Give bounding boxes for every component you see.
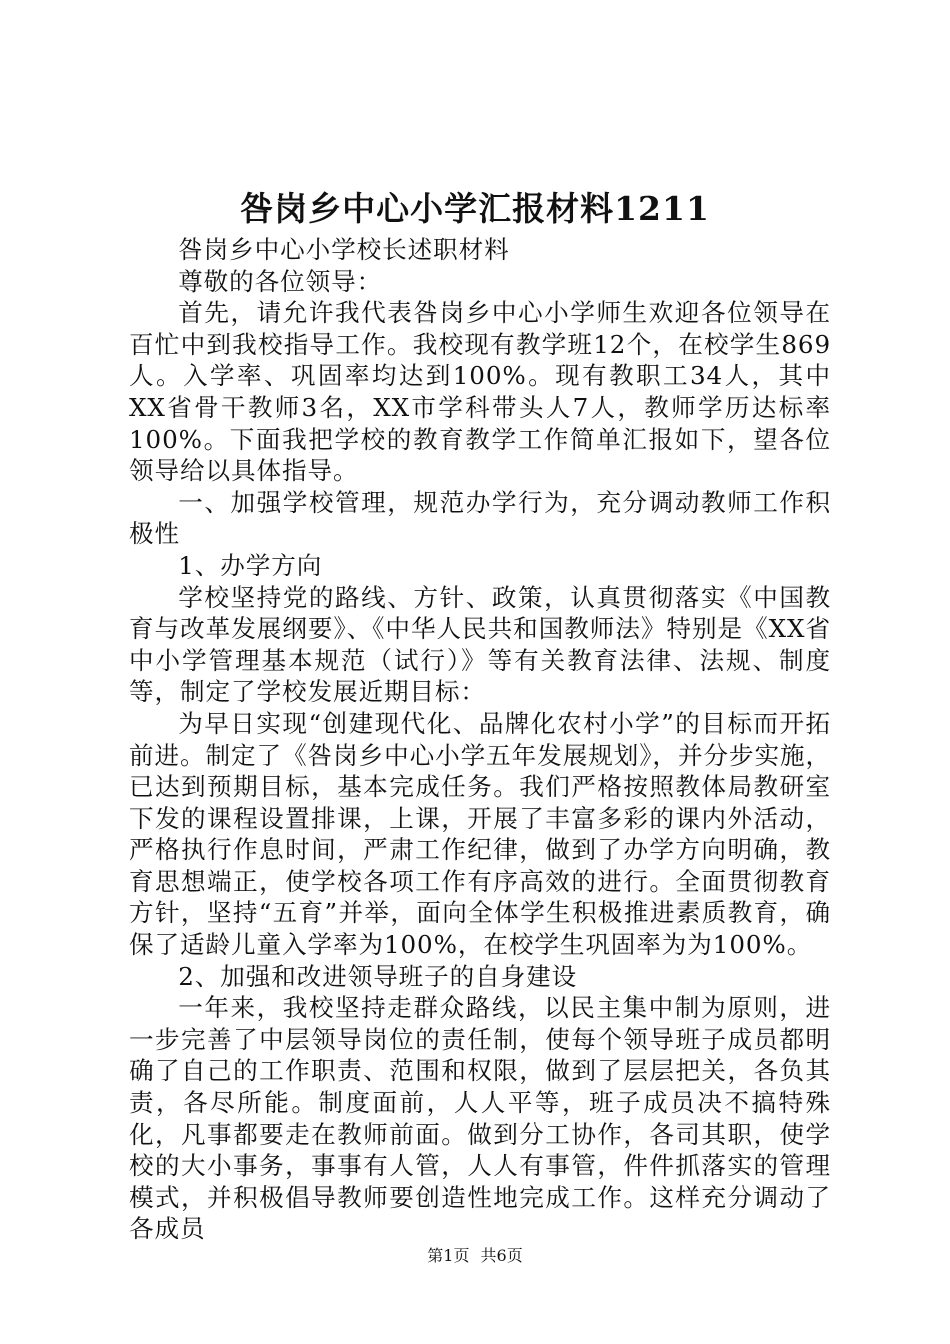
page-total: 共6页 (480, 1246, 523, 1265)
subsection-heading-1: 1、办学方向 (178, 550, 323, 580)
paragraph-subtitle: 咎岗乡中心小学校长述职材料 (178, 235, 510, 264)
document-title: 咎岗乡中心小学汇报材料1211 (240, 189, 710, 228)
paragraph-goals: 为早日实现“创建现代化、品牌化农村小学”的目标而开拓前进。制定了《咎岗乡中心小学五年发展规划》，并分步实施，已达到预期目标，基本完成任务。我们严格按照教体局教研室下发的课程设置排课，上课，开展了丰富多彩的课内外活动，严格执行作息时间，严肃工作纪律，做到了办学方向明确，教育思想端正，使学校各项工作有序高效的进行。全面贯彻教育方针，坚持“五育”并举，面向全体学生积极推进素质教育，确保了适龄儿童入学率为100%，在校学生巩固率为为100%。 (129, 708, 831, 960)
paragraph-direction: 学校坚持党的路线、方针、政策，认真贯彻落实《中国教育与改革发展纲要》、《中华人民共和国教师法》特别是《XX省中小学管理基本规范（试行）》等有关教育法律、法规、制度等，制定了学校发展近期目标： (129, 582, 831, 707)
paragraph-intro: 首先，请允许我代表咎岗乡中心小学师生欢迎各位领导在百忙中到我校指导工作。我校现有教学班12个，在校学生869人。入学率、巩固率均达到100%。现有教职工34人，其中XX省骨干教师3名，XX市学科带头人7人，教师学历达标率100%。下面我把学校的教育教学工作简单汇报如下，望各位领导给以具体指导。 (129, 298, 831, 486)
page-number: 第1页 (427, 1246, 470, 1265)
paragraph-leadership: 一年来，我校坚持走群众路线，以民主集中制为原则，进一步完善了中层领导岗位的责任制，使每个领导班子成员都明确了自己的工作职责、范围和权限，做到了层层把关，各负其责，各尽所能。制度面前，人人平等，班子成员决不搞特殊化，凡事都要走在教师前面。做到分工协作，各司其职，使学校的大小事务，事事有人管，人人有事管，件件抓落实的管理模式，并积极倡导教师要创造性地完成工作。这样充分调动了各成员 (129, 993, 831, 1244)
page-footer (0, 1245, 950, 1267)
document-body (129, 234, 831, 1245)
section-heading-1: 一、加强学校管理，规范办学行为，充分调动教师工作积极性 (129, 487, 831, 549)
subsection-heading-2: 2、加强和改进领导班子的自身建设 (178, 961, 578, 991)
paragraph-salutation: 尊敬的各位领导： (178, 266, 383, 296)
